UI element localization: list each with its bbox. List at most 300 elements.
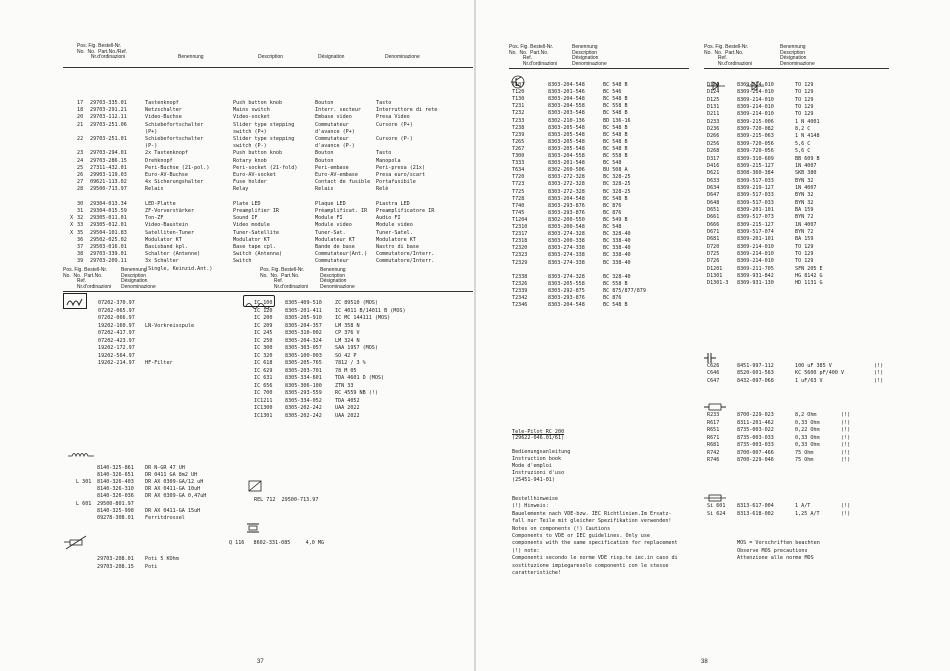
left-row-cell: Module FI [315,215,343,222]
left-row-cell: Plate LED [233,200,261,207]
left-row-cell: Contact de fusible [315,179,371,186]
diode-row-cell: SKB 380 [795,170,817,177]
left-row-cell: Tuner-Satel. [376,229,413,236]
ic-row-cell: IC 618 [254,360,273,366]
note-line: sostituzione impiegaresolo componenti con le stesse [512,562,669,569]
far-header-desc: Benennung Description Désignation Denominazione [780,44,815,67]
page-number-left: 37 [257,659,264,665]
ic-row-cell: 78 M 05 [335,367,357,374]
left-row-cell: 23 [77,150,84,157]
left-row-cell: 30 [77,200,84,207]
ic-row-cell: 8305-205-765 [285,360,322,366]
resistor-row-cell: 8735-003-033 [737,442,774,448]
diode-row-cell: D233 [707,118,720,125]
left-row-cell: 4x Sicherungshalter [145,179,204,186]
left-row-cell: Slider type stepping [233,121,295,128]
note-line: Notes on components (!) Cautions [512,525,611,532]
capacitor-row-cell: 100 uF 385 V [795,363,832,369]
transistor-row-cell: 8303-205-548 [548,124,585,131]
left-row-cell: Push button knob [233,100,283,106]
transistor-row-cell: 8303-274-338 [548,252,585,259]
capacitor-row-cell: C647 [707,377,720,384]
capacitor-row-cell: C646 [707,370,720,377]
diode-row-cell: 8309-931-130 [737,280,774,287]
diode-row-cell: D681 [707,236,720,243]
mos-line: Attenzione alle norme MOS [737,555,814,561]
diode-row-cell: D633 [707,177,720,184]
note-line: caratteristiche! [512,570,562,576]
diode-row-cell: 8309-517-073 [737,214,774,221]
left-row-cell: Euro-AV-socket [233,172,276,178]
transistor-row-cell: T2329 [512,259,528,266]
diode-row-cell: 8,2 C [795,126,811,133]
transistor-row-cell: 8303-205-548 [548,145,585,152]
diode-row-cell: D634 [707,184,720,191]
left-row-cell: 29703-209.11 [90,258,127,265]
page-fold [474,0,476,671]
left-row-cell: 39 [77,258,84,265]
ic-row-cell: IC1211 [254,397,273,404]
left-row-cell: 29503-016.01 [90,244,127,250]
resistor-row-cell: (!) [841,434,851,441]
relay-row: REL 712 29500-713.97 [254,497,319,503]
manual-line: Bedienungsanleitung [512,449,571,455]
left-row-cell: Interruttore di rete [376,107,438,114]
ic-row-cell: 8305-409-510 [285,300,322,306]
resistor-row-cell: (!) [841,449,851,456]
transistor-row-cell: 8303-292-875 [548,287,585,294]
coil-row-cell: 19202-564.97 [98,352,135,359]
left-row-cell: Video-Baustein [145,222,188,229]
ic-header-desc: Benennung Description Désignation Denominazione [320,267,355,290]
left-row-cell: 22 [77,136,84,142]
transistor-row-cell: 8303-293-876 [548,295,585,301]
transistor-row-cell: 8303-205-548 [548,131,585,138]
capacitor-row-cell: (!) [874,377,884,384]
diode-row-cell: D268 [707,148,720,155]
resistor-row-cell: 75 Ohm [795,457,814,463]
coil-row-cell: LN-Vorkreisspule [145,322,195,329]
diode-row-cell: D1301 [707,273,723,280]
transistor-row-cell: T2346 [512,302,528,309]
choke-row-cell: 09278-308.01 [97,514,134,521]
left-row-cell: Tastenknopf [145,100,179,106]
ic-row-cell: 8305-334-052 [285,397,322,404]
resistor-row-cell: R671 [707,434,720,441]
ic-row-cell: IC 629 [254,367,273,374]
transistor-row-cell: T239 [512,131,525,138]
diode-row-cell: 8309-215-127 [737,162,774,169]
diode-row-cell: D666 [707,221,720,228]
diode-row-cell: BA 159 [795,206,814,213]
left-row-cell: 37 [77,244,84,250]
left-row-cell: Modulatore KT [376,236,416,243]
ic-row-cell: IC1301 [254,412,273,419]
left-row-cell: ZF-Vorverstärker [145,208,195,214]
diode-row-cell: 8309-214-010 [737,243,774,250]
note-line: Bauelemente nach VDE-bzw. IEC Richtlinien.Im Ersatz- [512,510,672,517]
diode-row-cell: 1N 4007 [795,162,817,169]
ic-row-cell: 8305-201-411 [285,307,322,314]
left-row-cell: Euro-AV-Buchse [145,172,188,178]
left-row-cell: X [70,222,74,229]
choke-symbol-icon [68,444,94,463]
telepilot-title: Tele-Pilot RC 200 [512,429,565,435]
diode-row-cell: 8309-211-705 [737,265,774,272]
transistor-row-cell: BC 876 [603,209,622,216]
pot-row-cell: 29703-208.15 [97,563,134,570]
diode-row-cell: BYN 32 [795,177,814,184]
choke-row-cell: 8140-326-651 [97,472,134,479]
fuse-row-cell: 1,25 A/T [795,510,820,517]
ic-row-cell: IC 631 [254,375,273,381]
transistor-row-cell: T333 [512,160,525,167]
left-row-cell: 29502-025.02 [90,236,127,243]
left-row-cell: Embase video [315,114,352,121]
left-row-cell: Cursore (P-) [376,136,413,142]
ic-row-cell: ZC 89510 (MOS) [335,300,378,306]
transistor-row-cell: 8303-274-328 [548,231,585,238]
diode-row-cell: HG 8142 G [795,273,823,280]
left-row-cell: 29305-012.01 [90,222,127,229]
diode-row-cell: TO 129 [795,111,814,118]
left-row-cell: 33 [77,222,84,229]
diode-row-cell: D1201 [707,265,723,272]
left-row-cell: Manopola [376,157,401,164]
ic-row-cell: 8305-202-242 [285,412,322,419]
ic-header: Pos. Fig. Bestell-Nr. No. No. Part.No. Ref. Nr.d'ordinazioni [260,267,309,290]
lower-header-rule [63,291,473,292]
left-row-cell: Tasto [376,100,392,106]
left-row-cell: Video-socket [233,114,270,121]
resistor-row-cell: (!) [841,427,851,433]
diode-row-cell: 8309-720-082 [737,126,774,133]
left-row-cell: 20 [77,114,84,121]
left-row-cell: Module video [315,222,352,229]
left-row-cell: 18 [77,107,84,114]
left-row-cell: X [70,215,74,222]
potentiometer-symbol-icon [64,535,90,555]
left-row-cell: 29903-119.03 [90,172,127,178]
coil-row-cell: 07202-066.97 [98,315,135,321]
ic-row-cell: IC 209 [254,322,273,329]
diode-row-cell: D621 [707,170,720,177]
capacitor-row-cell: KC 5600 pF/400 V [795,370,845,377]
diode-row-cell: BYN 32 [795,199,814,206]
transistor-row-cell: 8303-204-548 [548,195,585,202]
transistor-row-cell: 8303-274-338 [548,259,585,266]
ic-row-cell: IC1300 [254,405,273,411]
diode-row-cell: 8309-214-010 [737,89,774,96]
left-header-rule [63,67,473,68]
diode-row-cell: 5,6 C [795,140,811,147]
left-row-cell: Bouton [315,150,334,157]
transistor-row-cell: BU 508 A [603,167,628,174]
left-row-cell: Bouton [315,157,334,164]
left-row-cell: d'avance (P-) [315,143,355,150]
note-line: fall nur Teile mit gleicher Spezifikation verwenden! [512,518,672,525]
diode-row-cell: TO 129 [795,243,814,250]
coil-row-cell: 19202-214.97 [98,360,135,366]
transistor-row-cell: BC 549 B [603,216,628,223]
left-header-col1: Pos. Fig. Bestell-Nr. No. No. Part.No./Ref. Nr.d'ordinazioni [77,43,128,61]
ic-row-cell: SO 42 P [335,352,357,359]
left-row-cell: Video module [233,222,270,229]
resistor-row-cell: R746 [707,457,720,463]
transistor-row-cell: T2338 [512,273,528,280]
mos-line: MOS = Vorschriften beachten [737,540,820,546]
diode-row-cell: 1N 4007 [795,184,817,191]
transistor-row-cell: T2318 [512,238,528,245]
left-row-cell: switch (P-) [233,143,267,150]
note-line: Componenti secondo le norme VDE risp.te iec.in caso di [512,555,678,562]
choke-row-cell: L 601 [76,500,92,507]
transistor-row-cell: T130 [512,96,525,103]
ic-row-cell: 7812 / 3 % [335,360,366,366]
transistor-row-cell: T267 [512,145,525,152]
quartz-row: Q 116 8602-331-085 4,0 MG [229,540,325,546]
left-row-cell: Mains switch [233,107,270,114]
transistor-row-cell: 8303-204-548 [548,96,585,103]
resistor-row-cell: 0,22 Ohm [795,427,820,433]
resistor-row-cell: 8,2 Ohm [795,412,817,418]
coil-row-cell: HF-Filter [145,360,173,366]
left-row-cell: 29504-101.83 [90,229,127,236]
left-row-cell: Commutatore/Interr. [376,258,435,265]
diode-row-cell: 8309-215-006 [737,118,774,125]
left-row-cell: Sound IF [233,215,258,222]
page-number-right: 38 [701,659,708,665]
transistor-row-cell: 8303-205-558 [548,280,585,287]
ic-row-cell: IC 100 [254,300,273,306]
resistor-row-cell: R617 [707,419,720,426]
left-row-cell: 32 [77,215,84,222]
transistor-row-cell: T238 [512,124,525,131]
transistor-row-cell: T2323 [512,252,528,259]
left-row-cell: Peri-Buchse (21-pol.) [145,164,210,171]
coil-row-cell: 07202-065.97 [98,307,135,314]
ic-row-cell: 8305-203-701 [285,367,322,374]
diode-row-cell: 8309-215-127 [737,221,774,228]
transistor-row-cell: 8303-203-548 [548,110,585,117]
transistor-row-cell: T107 [512,82,525,88]
left-row-cell: Preamplifier IR [233,208,280,214]
ic-row-cell: IC 656 [254,382,273,389]
left-row-cell: Schiebefortschalter [145,136,204,142]
note-line: (!) note: [512,547,540,554]
choke-row-cell: DR AX 0309-GA 0,47uH [145,493,207,500]
transistor-row-cell: BC 548 B [603,96,628,103]
diode-row-cell: D416 [707,162,720,169]
transistor-row-cell: 8303-272-328 [548,188,585,195]
diode-row-cell: D1301-3 [707,280,729,287]
manual-line: Instruzioni d'uso [512,470,565,476]
diode-row-cell: D120 [707,82,720,88]
ic-row-cell: 8305-205-910 [285,315,322,321]
diode-row-cell: 8309-720-056 [737,148,774,155]
transistor-row-cell: BC 338-40 [603,245,631,252]
diode-row-cell: TO 129 [795,251,814,258]
resistor-row-cell: (!) [841,442,851,448]
left-row-cell: Relay [233,186,249,193]
diode-row-cell: BA 159 [795,236,814,243]
transistor-row-cell: 8303-272-328 [548,181,585,188]
resistor-row-cell: 8311-201-462 [737,419,774,426]
left-row-cell: Schalter (Antenne) [145,251,201,258]
diode-row-cell: D317 [707,155,720,162]
left-header-col3: Description [258,54,284,60]
left-row-cell: Basisband kpl. [145,244,188,250]
left-row-cell: 29305-011.01 [90,215,127,222]
ic-row-cell: 8305-202-242 [285,405,322,411]
left-row-cell: 29304-015.59 [90,208,127,214]
diode-row-cell: HD 1131 G [795,280,823,287]
transistor-row-cell: BC 548 B [603,138,628,145]
diode-row-cell: 1N 4007 [795,221,817,228]
transistor-row-cell: BC 875/877/879 [603,287,646,294]
manual-line: Instruction book [512,456,562,462]
relay-symbol-icon [247,478,263,497]
resistor-row-cell: R233 [707,412,720,418]
left-row-cell: Peri-socket (21-fold) [233,164,298,171]
left-row-cell: Peri-embase [315,164,349,171]
resistor-row-cell: 0,33 Ohm [795,434,820,441]
telepilot-number: (29622-046.01/61) [512,435,565,441]
fuse-row-cell: 1 A/T [795,503,811,509]
diode-row-cell: D725 [707,251,720,258]
left-row-cell: Presa Video [376,114,410,121]
choke-row-cell: L 301 [76,479,92,486]
left-row-cell: 29703-251.01 [90,136,127,142]
left-row-cell: Satelliten-Tuner [145,229,195,236]
quartz-symbol-icon [245,520,261,539]
choke-row-cell: DR N-GR 47 UH [145,465,185,471]
resistor-row-cell: 8735-003-022 [737,427,774,433]
transistor-row-cell [603,267,606,273]
transistor-row-cell: BC 328-25 [603,174,631,181]
note-line: (!) Hinweis: [512,503,549,510]
diode-row-cell: 8308-360-384 [737,170,774,177]
transistor-row-cell: T265 [512,138,525,145]
ic-row-cell: 8305-293-559 [285,390,322,396]
left-row-cell: Plaque LED [315,200,346,207]
left-row-cell: 38 [77,251,84,258]
transistor-row-cell: T725 [512,188,525,195]
left-row-cell: (P+) [145,128,158,135]
diode-row-cell: 8309-517-033 [737,192,774,199]
ic-row-cell: 8305-100-003 [285,352,322,359]
left-row-cell: Presa euro/scart [376,172,426,178]
left-row-cell: Tasto [376,150,392,157]
resistor-row-cell: R651 [707,427,720,433]
transistor-row-cell: T2342 [512,295,528,301]
transistor-row-cell: 8303-293-876 [548,202,585,209]
transistor-row-cell: 8303-200-548 [548,224,585,230]
right-header: Pos. Fig. Bestell-Nr. No. No. Part.No. Ref. Nr.d'ordinazioni [509,44,558,67]
left-row-cell: Switch (Antenna) [233,251,283,258]
transistor-row-cell: T740 [512,202,525,209]
coil-header-desc: Benennung Description Désignation Denominazione [121,267,156,290]
ic-row-cell: ZTN 33 [335,382,354,389]
transistor-row-cell: 8303-201-548 [548,160,585,167]
transistor-row-cell: 8303-293-876 [548,209,585,216]
ic-row-cell: IC 300 [254,345,273,351]
choke-row-cell: DR AX 0309-GA/12 uH [145,479,204,486]
transistor-row-cell: T1204 [512,216,528,223]
ic-row-cell: CP 376 V [335,330,360,336]
left-row-cell: 09621-113.02 [90,179,127,186]
transistor-row-cell: 8302-260-506 [548,167,585,174]
coil-row-cell: 19202-172.97 [98,345,135,351]
transistor-row-cell: T723 [512,181,525,188]
left-row-cell: Relais [315,186,334,193]
transistor-row-cell: 8303-200-338 [548,238,585,245]
left-row-cell: 35 [77,229,84,236]
transistor-row-cell: BC 328-40 [603,273,631,280]
left-row-cell: switch (P+) [233,128,267,135]
left-row-cell: Fuse holder [233,179,267,186]
diode-row-cell: 8309-517-074 [737,229,774,235]
left-row-cell: Preamplificatore IR [376,208,435,214]
transistor-row-cell: T745 [512,209,525,216]
diode-row-cell: 5,6 C [795,148,811,155]
transistor-row-cell: BC 328-40 [603,231,631,238]
left-row-cell: 36 [77,236,84,243]
resistor-row-cell: (!) [841,419,851,426]
diode-row-cell: SFN 205 E [795,265,823,272]
transistor-row-cell: BC 338-40 [603,238,631,245]
diode-row-cell: D266 [707,133,720,140]
transistor-row-cell: BC 548 B [603,82,628,88]
left-row-cell: Commutateur [315,258,349,265]
coil-row-cell: 07202-370.97 [98,300,135,306]
transistor-row-cell: BC 548 [603,160,622,167]
diode-row-cell: 8309-214-010 [737,251,774,258]
left-row-cell: d'avance (P+) [315,128,355,135]
left-row-cell: 29703-251.06 [90,121,127,128]
left-row-cell: Audio FI [376,215,401,222]
transistor-row-cell: BC 876 [603,295,622,301]
transistor-row-cell: 8302-210-136 [548,117,585,124]
far-header: Pos. Fig. Bestell-Nr. No. No. Part.No. Ref. Nr.d'ordinazioni [704,44,753,67]
diode-row-cell: D671 [707,229,720,235]
left-row-cell: 29500-713.97 [90,186,127,193]
ic-row-cell: IC 4011 B/14011 B (MOS) [335,307,406,314]
diode-row-cell: 8309-201-101 [737,236,774,243]
transistor-row-cell: 8303-274-338 [548,245,585,252]
transistor-row-cell: T720 [512,174,525,181]
diode-row-cell: D648 [707,199,720,206]
diode-row-cell: D726 [707,258,720,265]
left-row-cell: Modulator KT [233,236,270,243]
left-row-cell: 29703-286.15 [90,157,127,164]
transistor-row-cell: T2320 [512,245,528,252]
left-row-cell: Commutateur [315,136,349,142]
manual-line: (25451-941-01) [512,477,555,483]
left-row-cell: LED-Platte [145,200,176,207]
diode-row-cell: D125 [707,96,720,103]
choke-row-cell: 8140-326-310 [97,486,134,493]
ic-row-cell: TDA 4052 [335,397,360,404]
diode-row-cell: D236 [707,126,720,133]
left-row-cell: Drehknopf [145,157,173,164]
left-row-cell: 31 [77,208,84,214]
transistor-row-cell: 8303-274-328 [548,273,585,280]
transistor-row-cell: T634 [512,167,525,174]
diode-row-cell: 1 N 4001 [795,118,820,125]
left-row-cell: Euro-AV-embase [315,172,358,178]
transistor-row-cell: 8303-204-548 [548,302,585,309]
